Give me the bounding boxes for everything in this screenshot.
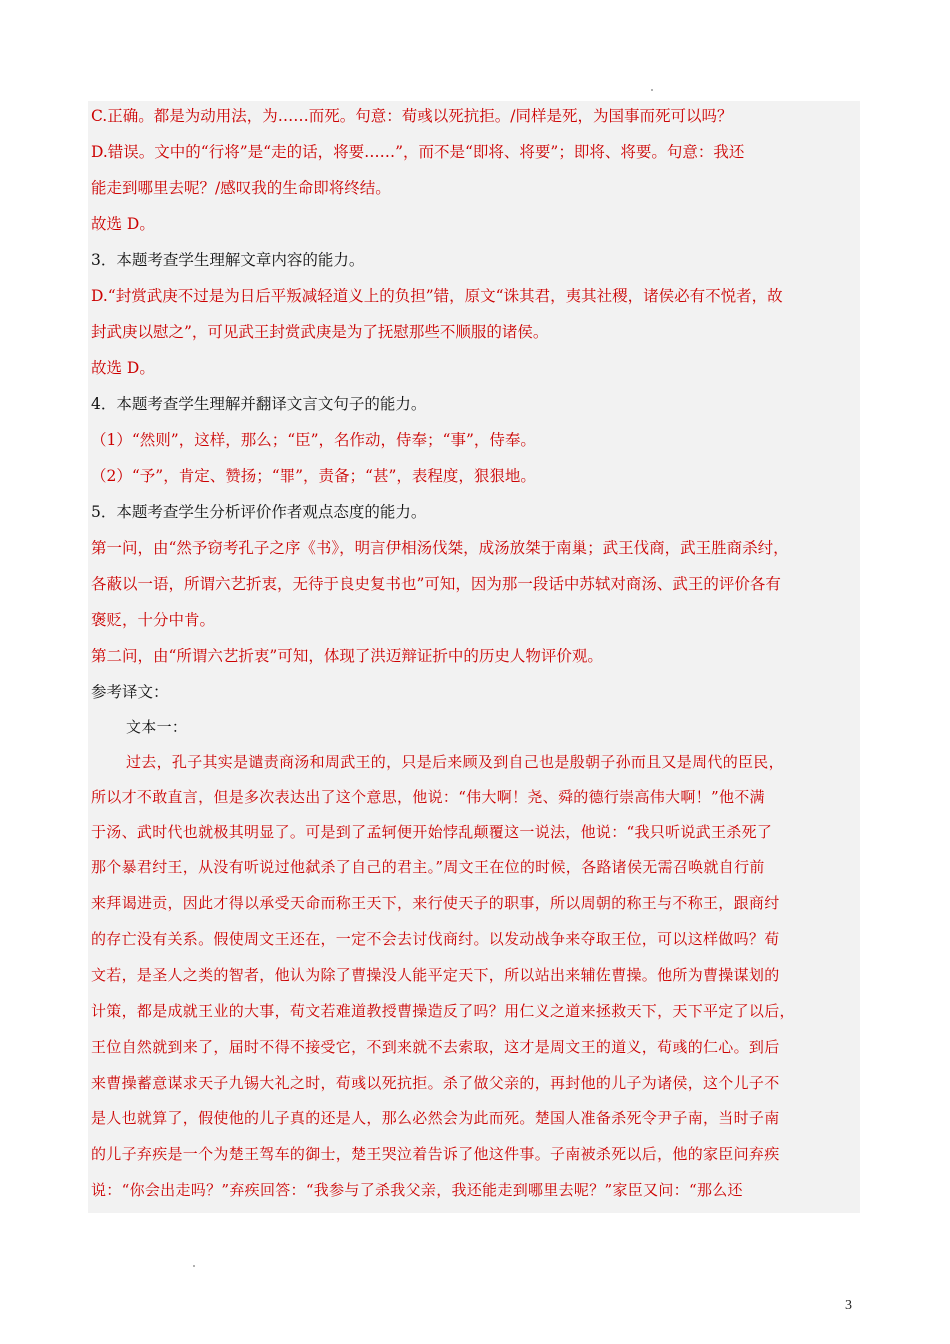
text-line: 能走到哪里去呢？/感叹我的生命即将终结。 [91, 179, 391, 197]
text-line: C.正确。都是为动用法，为……而死。句意：荀彧以死抗拒。/同样是死，为国事而死可以吗？ [91, 107, 733, 125]
text-line: 的儿子弃疾是一个为楚王驾车的御士，楚王哭泣着告诉了他这件事。子南被杀死以后，他的家臣问弃疾 [91, 1145, 780, 1163]
text-line: 文本一： [126, 718, 188, 736]
text-line: 于汤、武时代也就极其明显了。可是到了孟轲便开始悖乱颠覆这一说法，他说：“我只听说武王杀死了 [91, 823, 773, 841]
text-line: 所以才不敢直言，但是多次表达出了这个意思，他说：“伟大啊！尧、舜的德行崇高伟大啊！”他不满 [91, 788, 765, 806]
text-line: 封武庚以慰之”，可见武王封赏武庚是为了抚慰那些不顺服的诸侯。 [91, 323, 549, 341]
text-line: 故选 D。 [91, 215, 155, 233]
text-line: （1）“然则”，这样，那么；“臣”，名作动，侍奉；“事”，侍奉。 [91, 431, 536, 449]
text-line: 来拜谒进贡，因此才得以承受天命而称王天下，来行使天子的职事，所以周朝的称王与不称王，跟商纣 [91, 894, 780, 912]
text-line: 的存亡没有关系。假使周文王还在，一定不会去讨伐商纣。以发动战争来夺取王位，可以这样做吗？荀 [91, 930, 780, 948]
text-line: 5．本题考查学生分析评价作者观点态度的能力。 [91, 503, 427, 521]
text-line: D.“封赏武庚不过是为日后平叛减轻道义上的负担”错，原文“诛其君，夷其社稷，诸侯必有不悦者，故 [91, 287, 783, 305]
decorative-dot [651, 89, 653, 91]
decorative-dot [193, 1265, 195, 1267]
text-line: 各蔽以一语，所谓六艺折衷，无待于良史复书也”可知，因为那一段话中苏轼对商汤、武王的评价各有 [91, 575, 781, 593]
text-line: （2）“予”，肯定、赞扬；“罪”，责备；“甚”，表程度，狠狠地。 [91, 467, 536, 485]
text-line: 故选 D。 [91, 359, 155, 377]
text-line: 第一问，由“然予窃考孔子之序《书》，明言伊相汤伐桀，成汤放桀于南巢；武王伐商，武王胜商杀纣， [91, 539, 789, 557]
text-line: 褒贬，十分中肯。 [91, 611, 216, 629]
text-line: 王位自然就到来了，届时不得不接受它，不到来就不去索取，这才是周文王的道义，荀彧的仁心。到后 [91, 1038, 780, 1056]
text-line: 过去，孔子其实是谴责商汤和周武王的，只是后来顾及到自己也是殷朝子孙而且又是周代的臣民， [126, 753, 784, 771]
text-line: 来曹操蓄意谋求天子九锡大礼之时，荀彧以死抗拒。杀了做父亲的，再封他的儿子为诸侯，这个儿子不 [91, 1074, 780, 1092]
text-line: 那个暴君纣王，从没有听说过他弑杀了自己的君主。”周文王在位的时候，各路诸侯无需召唤就自行前 [91, 858, 765, 876]
text-line: 文若，是圣人之类的智者，他认为除了曹操没人能平定天下，所以站出来辅佐曹操。他所为曹操谋划的 [91, 966, 780, 984]
text-line: 参考译文： [91, 683, 169, 701]
text-line: 计策，都是成就王业的大事，荀文若难道教授曹操造反了吗？用仁义之道来拯救天下，天下平定了以后， [91, 1002, 795, 1020]
text-line: 说：“你会出走吗？”弃疾回答：“我参与了杀我父亲，我还能走到哪里去呢？”家臣又问：“那么还 [91, 1181, 743, 1199]
text-line: 是人也就算了，假使他的儿子真的还是人，那么必然会为此而死。楚国人准备杀死令尹子南，当时子南 [91, 1109, 780, 1127]
text-line: 3．本题考查学生理解文章内容的能力。 [91, 251, 365, 269]
page-number: 3 [845, 1298, 852, 1313]
text-line: D.错误。文中的“行将”是“走的话，将要……”，而不是“即将、将要”；即将、将要。句意：我还 [91, 143, 745, 161]
text-line: 4．本题考查学生理解并翻译文言文句子的能力。 [91, 395, 427, 413]
text-line: 第二问，由“所谓六艺折衷”可知，体现了洪迈辩证折中的历史人物评价观。 [91, 647, 603, 665]
